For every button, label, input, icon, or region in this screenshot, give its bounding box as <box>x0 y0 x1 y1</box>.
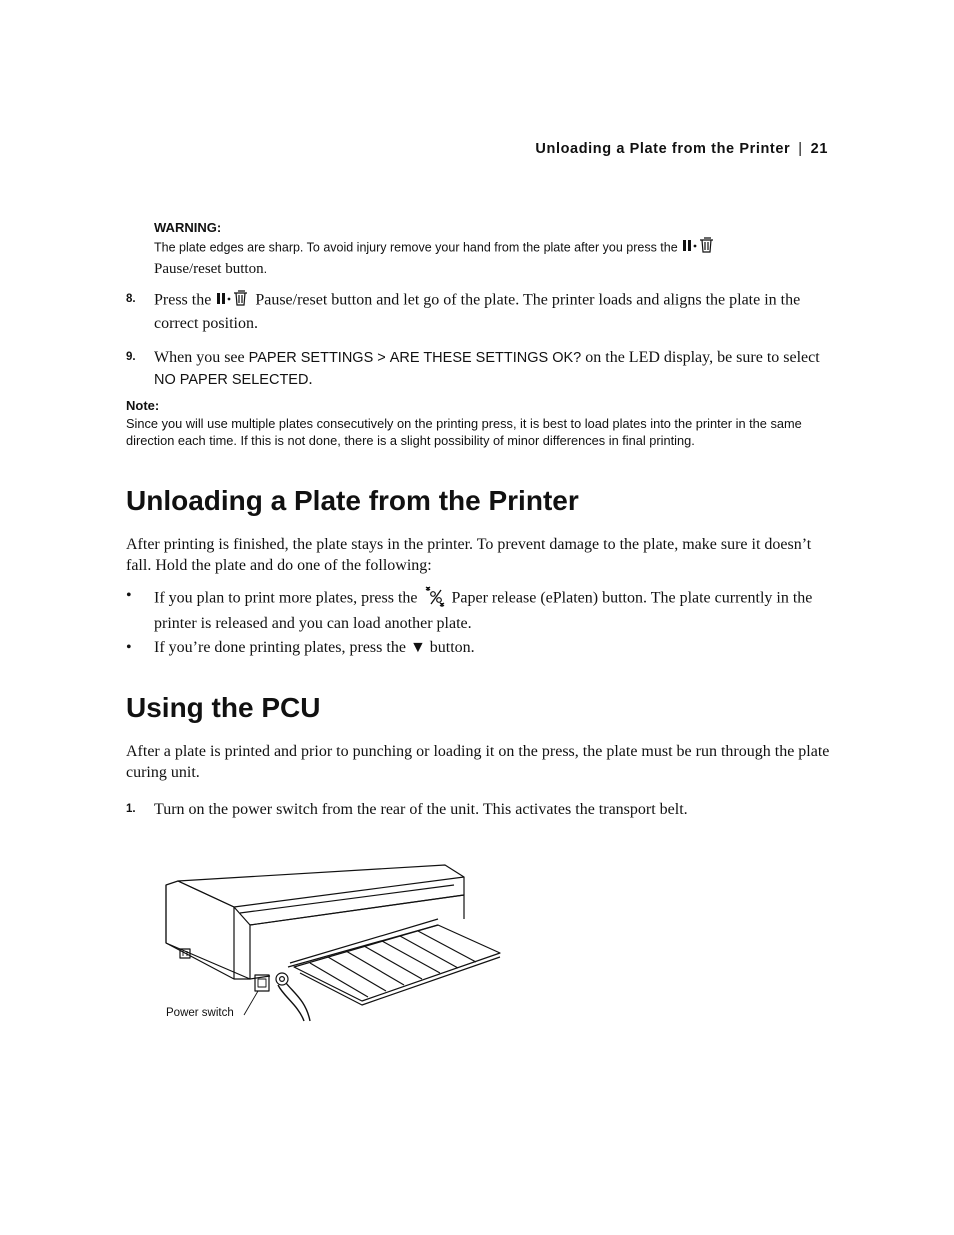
step-text <box>154 347 834 391</box>
step-number: 8. <box>126 293 136 305</box>
pcu-illustration <box>160 855 510 1032</box>
led-separator: > <box>377 350 386 366</box>
pause-reset-icon <box>215 289 251 313</box>
page-number: 21 <box>810 141 828 157</box>
list-item-part: If you’re done printing plates, press the <box>154 639 406 656</box>
list-item-part: If you plan to print more plates, press the <box>154 589 418 607</box>
step-text: Turn on the power switch from the rear of the unit. This activates the transport belt. <box>154 801 688 818</box>
header-separator: | <box>798 141 803 157</box>
section-heading: Unloading a Plate from the Printer <box>126 485 579 516</box>
step-text <box>154 289 834 334</box>
step-number: 1. <box>126 803 136 815</box>
warning-text-end: . <box>263 262 268 276</box>
step-text-part: Press the <box>154 291 212 309</box>
section-intro: After a plate is printed and prior to punching or loading it on the press, the plate must be run through the plate curing unit. <box>126 743 830 781</box>
warning-text-before: The plate edges are sharp. To avoid injury remove your hand from the plate after you press the <box>154 240 678 255</box>
led-text: ARE THESE SETTINGS OK? <box>389 350 582 366</box>
step-text-part: . <box>308 371 313 388</box>
section-heading: Using the PCU <box>126 692 321 723</box>
step-number: 9. <box>126 351 136 363</box>
list-item-part: button. <box>429 639 475 656</box>
warning-label: WARNING: <box>154 220 222 235</box>
list-item-part: Paper release (ePlaten) button. The plate currently in the printer is released and you can load another plate. <box>154 589 813 632</box>
pause-reset-icon <box>681 236 717 260</box>
bullet: • <box>126 587 132 604</box>
running-header <box>535 141 828 157</box>
warning-text <box>154 236 834 279</box>
step-text-part: Pause/reset button and let go of the plate. The printer loads and aligns the plate in the correct position. <box>154 291 801 332</box>
header-title: Unloading a Plate from the Printer <box>535 141 791 157</box>
list-item-text <box>154 637 834 658</box>
section-intro: After printing is finished, the plate stays in the printer. To prevent damage to the plate, make sure it doesn’t fall. Hold the plate and do one of the following: <box>126 536 812 574</box>
led-text: PAPER SETTINGS <box>248 350 374 366</box>
step-text-part: When you see <box>154 349 245 366</box>
led-text: NO PAPER SELECTED <box>154 372 309 388</box>
down-triangle-icon: ▼ <box>409 639 426 656</box>
step-text-part: on the LED display, be sure to select <box>585 349 820 366</box>
list-item-text <box>154 585 834 634</box>
warning-text-after: Pause/reset button <box>154 261 264 277</box>
paper-release-icon <box>422 585 448 613</box>
note-text: Since you will use multiple plates consecutively on the printing press, it is best to load plates into the printer in the same direction each time. If this is not done, there is a slight possibility of minor differences in final printing. <box>126 416 802 448</box>
note-label: Note: <box>126 398 160 413</box>
figure-caption: Power switch <box>166 1007 234 1019</box>
bullet: • <box>126 639 132 656</box>
